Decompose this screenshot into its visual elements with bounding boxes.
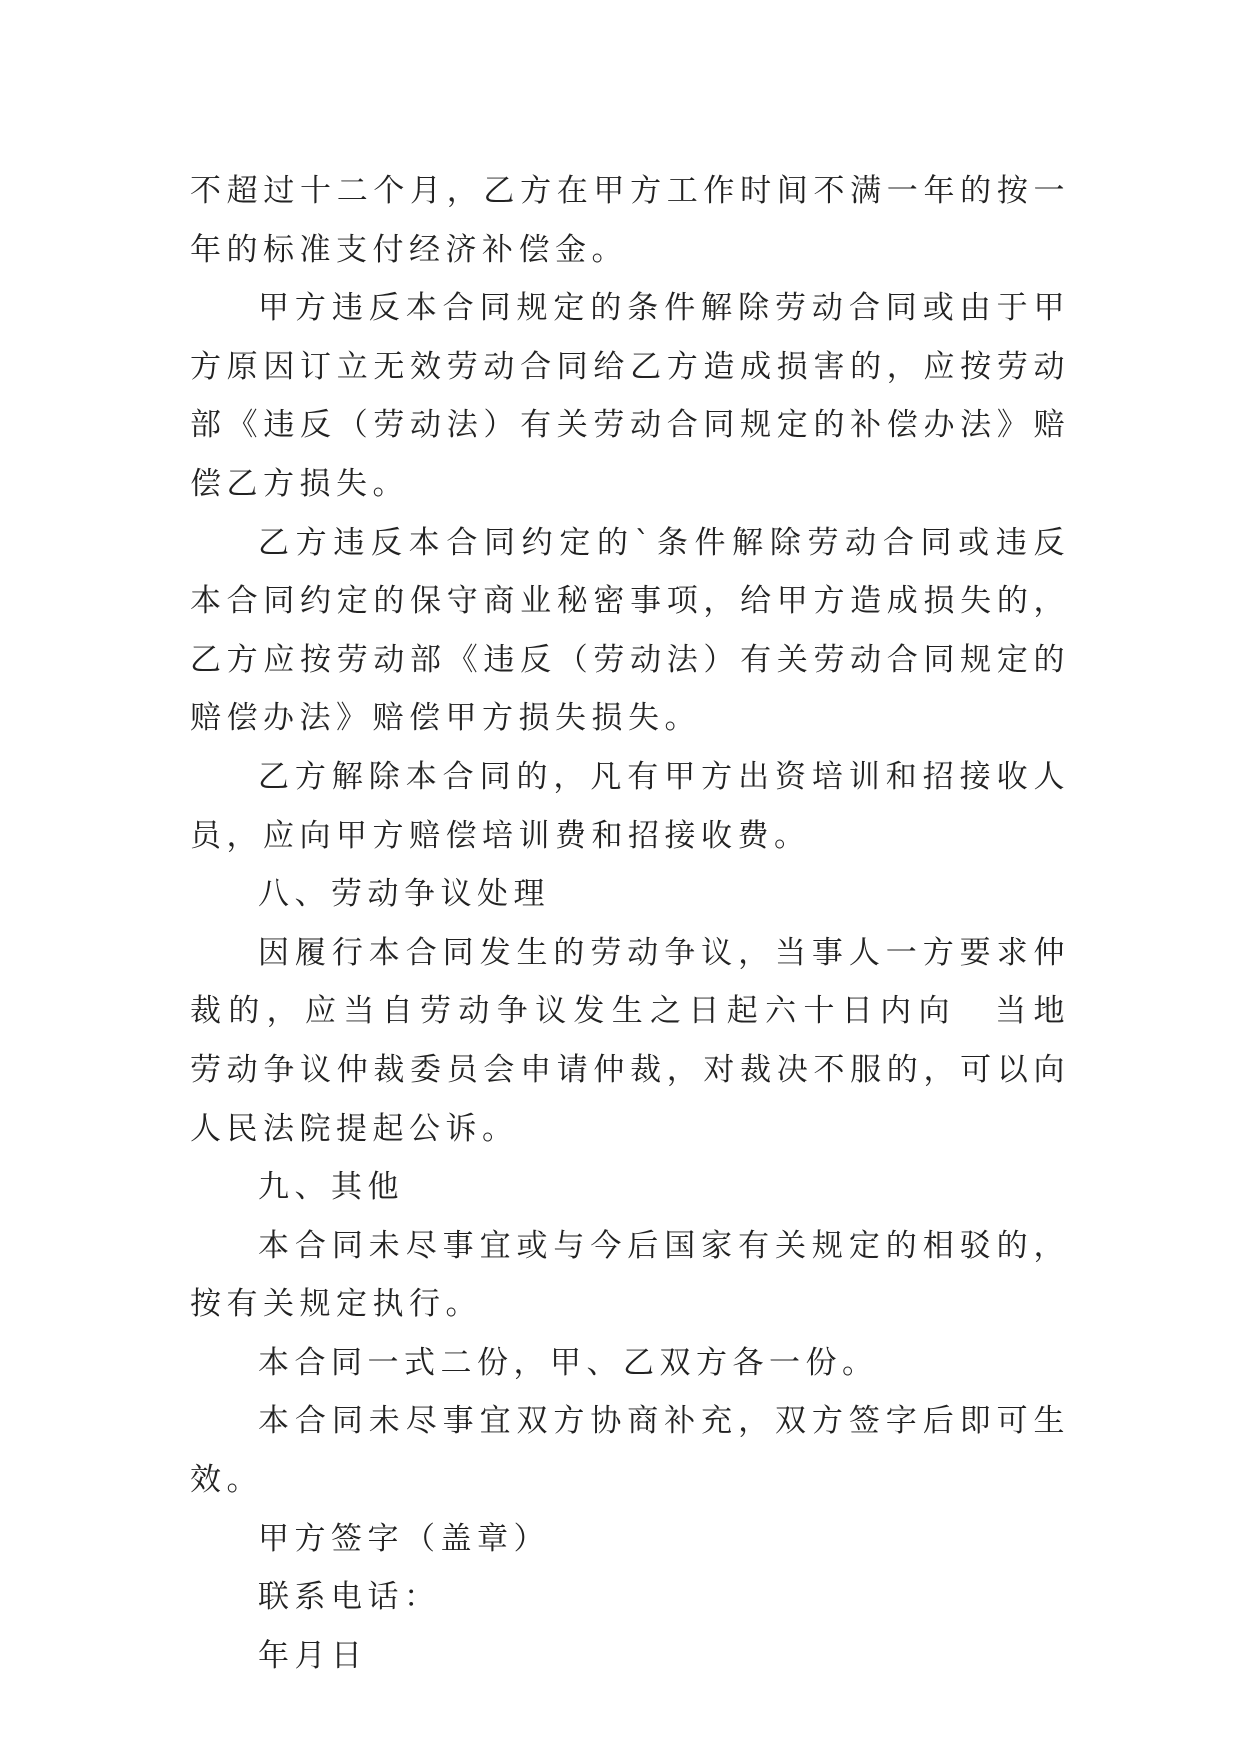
section-heading-labor-dispute: 八、劳动争议处理: [258, 876, 550, 913]
paragraph-employer-breach: 甲方违反本合同规定的条件解除劳动合同或由于甲方原因订立无效劳动合同给乙方造成损害的，应按劳动部《违反（劳动法）有关劳动合同规定的补偿办法》赔偿乙方损失。: [190, 290, 1070, 502]
document-body: [190, 162, 1107, 1685]
paragraph-unresolved-matters: 本合同未尽事宜或与今后国家有关规定的相驳的，按有关规定执行。: [190, 1227, 1070, 1323]
paragraph-training-costs: 乙方解除本合同的，凡有甲方出资培训和招接收人员，应向甲方赔偿培训费和招接收费。: [190, 758, 1070, 854]
paragraph-copies: 本合同一式二份，甲、乙双方各一份。: [258, 1344, 879, 1381]
signature-party-a: 甲方签字（盖章）: [258, 1520, 550, 1557]
paragraph-compensation-continued: 不超过十二个月，乙方在甲方工作时间不满一年的按一年的标准支付经济补偿金。: [190, 173, 1070, 268]
paragraph-arbitration: 因履行本合同发生的劳动争议，当事人一方要求仲裁的，应当自劳动争议发生之日起六十日内向 当地 劳动争议仲裁委员会申请仲裁，对裁决不服的，可以向人民法院提起公诉。: [190, 934, 1107, 1147]
paragraph-employee-breach: 乙方违反本合同约定的`条件解除劳动合同或违反本合同约定的保守商业秘密事项，给甲方造成损失的，乙方应按劳动部《违反（劳动法）有关劳动合同规定的赔偿办法》赔偿甲方损失损失。: [190, 524, 1070, 737]
date-line: 年月日: [258, 1637, 368, 1674]
section-heading-other: 九、其他: [258, 1169, 404, 1206]
paragraph-effective: 本合同未尽事宜双方协商补充，双方签字后即可生效。: [190, 1403, 1070, 1499]
contact-phone: 联系电话：: [258, 1579, 441, 1616]
